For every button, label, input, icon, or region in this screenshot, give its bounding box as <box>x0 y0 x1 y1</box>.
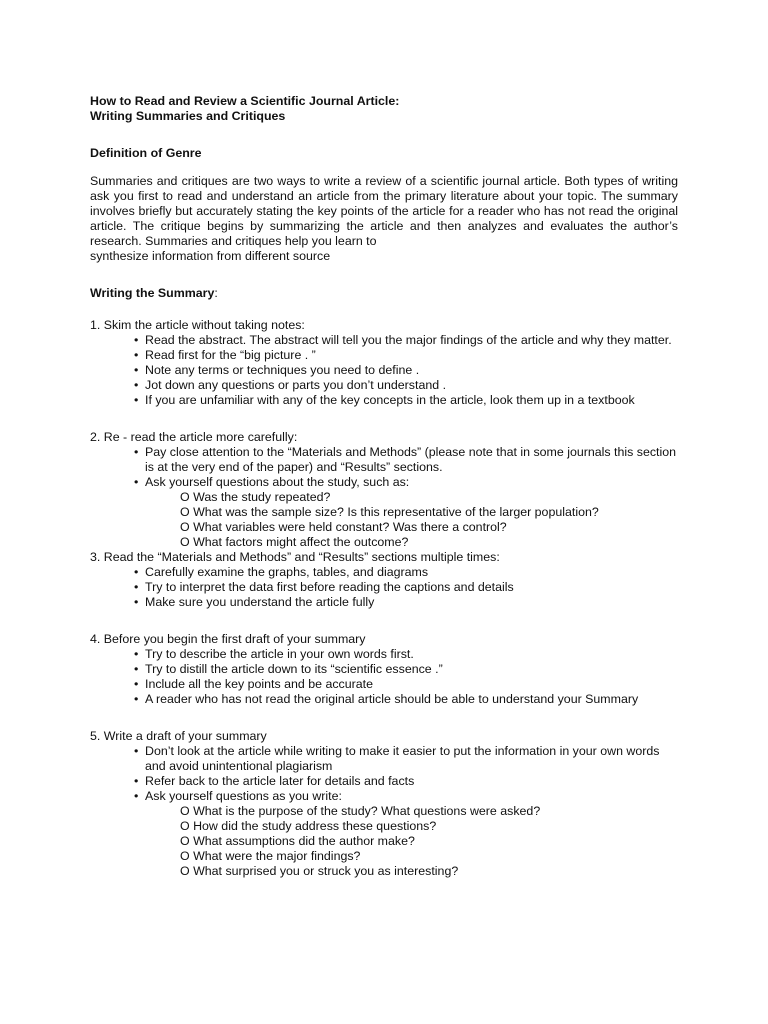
list-item: • Make sure you understand the article fully <box>133 595 678 610</box>
step-4-bullets <box>90 647 678 707</box>
list-item: • A reader who has not read the original article should be able to understand your Summary <box>133 692 678 707</box>
list-item: • Try to interpret the data first before reading the captions and details <box>133 580 678 595</box>
question-item: O What was the sample size? Is this representative of the larger population? <box>180 505 599 519</box>
summary-heading <box>90 286 678 301</box>
step-3-title: 3. Read the “Materials and Methods” and “Results” sections multiple times: <box>90 550 500 564</box>
question-item: O What variables were held constant? Was there a control? <box>180 520 507 534</box>
list-item: • Ask yourself questions about the study, such as: <box>133 475 678 490</box>
document-subtitle: Writing Summaries and Critiques <box>90 109 286 123</box>
question-item: O Was the study repeated? <box>180 490 331 504</box>
step-2-bullets <box>90 445 678 490</box>
document-title: How to Read and Review a Scientific Journal Article: <box>90 94 400 108</box>
question-item: O How did the study address these questions? <box>180 819 437 833</box>
list-item: • Try to distill the article down to its “scientific essence .” <box>133 662 678 677</box>
question-item: O What factors might affect the outcome? <box>180 535 409 549</box>
question-item: O What assumptions did the author make? <box>180 834 415 848</box>
question-item: O What were the major findings? <box>180 849 361 863</box>
genre-paragraph: Summaries and critiques are two ways to write a review of a scientific journal article. Both types of writing ask you first to read and understand an article from the primary literature about your topic. The summary involves briefly but accurately stating the key points of the article for a reader who has not read the original article. The critique begins by summarizing the article and then analyzes and evaluates the author’s research. Summaries and critiques help you learn to <box>90 174 678 248</box>
genre-paragraph-end: synthesize information from different source <box>90 249 331 263</box>
question-item: O What surprised you or struck you as interesting? <box>180 864 459 878</box>
genre-heading: Definition of Genre <box>90 146 202 160</box>
step-5-title: 5. Write a draft of your summary <box>90 729 267 743</box>
document-body <box>90 94 678 879</box>
list-item: • Note any terms or techniques you need to define . <box>133 363 678 378</box>
list-item: • Pay close attention to the “Materials and Methods” (please note that in some journals this section is at the very end of the paper) and “Results” sections. <box>133 445 678 475</box>
step-2-questions <box>90 490 678 550</box>
list-item: • Don’t look at the article while writing to make it easier to put the information in your own words and avoid unintentional plagiarism <box>133 744 678 774</box>
step-5-questions <box>90 804 678 879</box>
question-item: O What is the purpose of the study? What questions were asked? <box>180 804 541 818</box>
step-1-title: 1. Skim the article without taking notes: <box>90 318 305 332</box>
list-item: • Include all the key points and be accurate <box>133 677 678 692</box>
list-item: • Read the abstract. The abstract will tell you the major findings of the article and why they matter. <box>133 333 678 348</box>
summary-heading-colon: : <box>214 286 218 300</box>
list-item: • Read first for the “big picture . ” <box>133 348 678 363</box>
list-item: • Carefully examine the graphs, tables, and diagrams <box>133 565 678 580</box>
list-item: • If you are unfamiliar with any of the key concepts in the article, look them up in a textbook <box>133 393 678 408</box>
list-item: • Refer back to the article later for details and facts <box>133 774 678 789</box>
list-item: • Try to describe the article in your own words first. <box>133 647 678 662</box>
list-item: • Ask yourself questions as you write: <box>133 789 678 804</box>
step-2-title: 2. Re - read the article more carefully: <box>90 430 298 444</box>
step-1-bullets <box>90 333 678 408</box>
step-4-title: 4. Before you begin the first draft of your summary <box>90 632 366 646</box>
step-3-bullets <box>90 565 678 610</box>
list-item: • Jot down any questions or parts you don’t understand . <box>133 378 678 393</box>
step-5-bullets <box>90 744 678 804</box>
summary-heading-text: Writing the Summary <box>90 286 215 300</box>
